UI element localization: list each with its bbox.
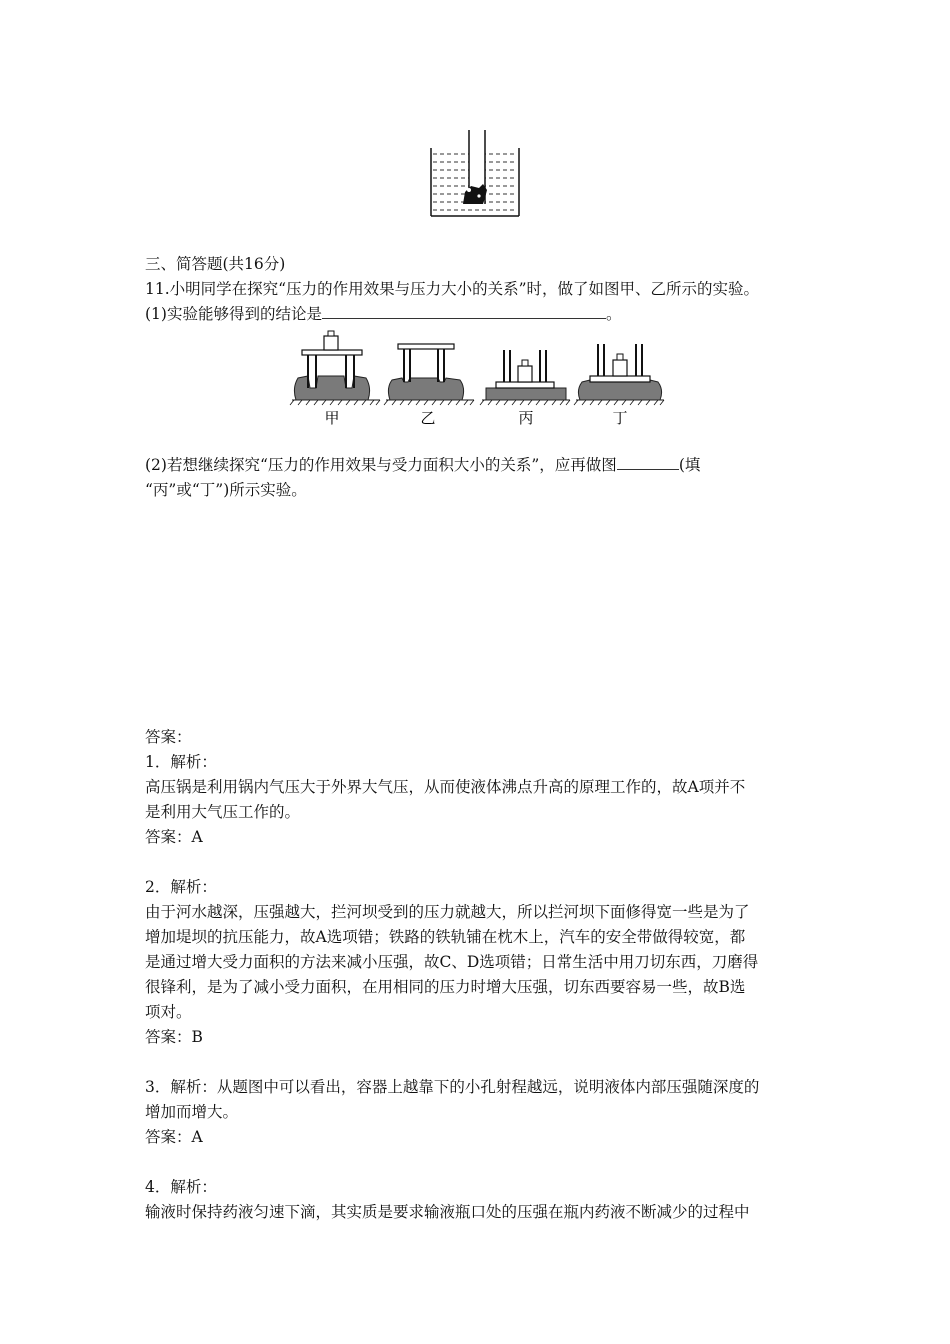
- experiment-figure: [288, 330, 668, 430]
- answer-3-line1: 3．解析：从题图中可以看出，容器上越靠下的小孔射程越远，说明液体内部压强随深度的: [145, 1078, 760, 1096]
- answer-2-line2: 增加堤坝的抗压能力，故A选项错；铁路的铁轨铺在枕木上，汽车的安全带做得较宽，都: [145, 928, 746, 946]
- answer-blank-1[interactable]: [322, 304, 606, 319]
- label-jia: 甲: [324, 409, 340, 427]
- answer-1-result: 答案：A: [145, 828, 203, 846]
- fig-ding: [578, 344, 661, 400]
- fig-jia: [294, 331, 369, 400]
- answer-3-line2: 增加而增大。: [145, 1103, 239, 1121]
- part1-suffix: 。: [605, 305, 622, 323]
- answer-3-result: 答案：A: [145, 1128, 203, 1146]
- answer-1-line2: 是利用大气压工作的。: [145, 803, 301, 821]
- section-heading: 三、简答题(共16分): [145, 255, 286, 273]
- answer-1-title: 1．解析：: [145, 753, 217, 771]
- answer-2-result: 答案：B: [145, 1028, 203, 1046]
- answer-2-line5: 项对。: [145, 1003, 192, 1021]
- part2-prefix: (2)若想继续探究“压力的作用效果与受力面积大小的关系”，应再做图: [145, 456, 617, 474]
- question-11-part2-line1: [145, 455, 700, 475]
- part2-suffix: (填: [678, 456, 701, 474]
- part1-prefix: (1)实验能够得到的结论是: [145, 305, 322, 323]
- answers-heading: 答案：: [145, 728, 192, 746]
- answer-4-title: 4．解析：: [145, 1178, 217, 1196]
- label-bing: 丙: [518, 409, 534, 427]
- answer-2-line3: 是通过增大受力面积的方法来减小压强，故C、D选项错；日常生活中用刀切东西，刀磨得: [145, 953, 759, 971]
- fig-yi: [388, 344, 463, 400]
- label-ding: 丁: [612, 409, 628, 427]
- question-11-part2-line2: “丙”或“丁”)所示实验。: [145, 481, 307, 499]
- label-yi: 乙: [420, 409, 436, 427]
- top-figure-container: [425, 128, 525, 220]
- question-11-part1: [145, 304, 621, 324]
- answer-4-line1: 输液时保持药液匀速下滴，其实质是要求输液瓶口处的压强在瓶内药液不断减少的过程中: [145, 1203, 750, 1221]
- answer-1-line1: 高压锅是利用锅内气压大于外界大气压，从而使液体沸点升高的原理工作的，故A项并不: [145, 778, 746, 796]
- answer-2-line4: 很锋利，是为了减小受力面积，在用相同的压力时增大压强，切东西要容易一些，故B选: [145, 978, 746, 996]
- answer-2-line1: 由于河水越深，压强越大，拦河坝受到的压力就越大，所以拦河坝下面修得宽一些是为了: [145, 903, 750, 921]
- question-11-stem: 11.小明同学在探究“压力的作用效果与压力大小的关系”时，做了如图甲、乙所示的实验。: [145, 280, 760, 298]
- answer-blank-2[interactable]: [617, 455, 679, 470]
- fig-bing: [486, 350, 566, 400]
- answer-2-title: 2．解析：: [145, 878, 217, 896]
